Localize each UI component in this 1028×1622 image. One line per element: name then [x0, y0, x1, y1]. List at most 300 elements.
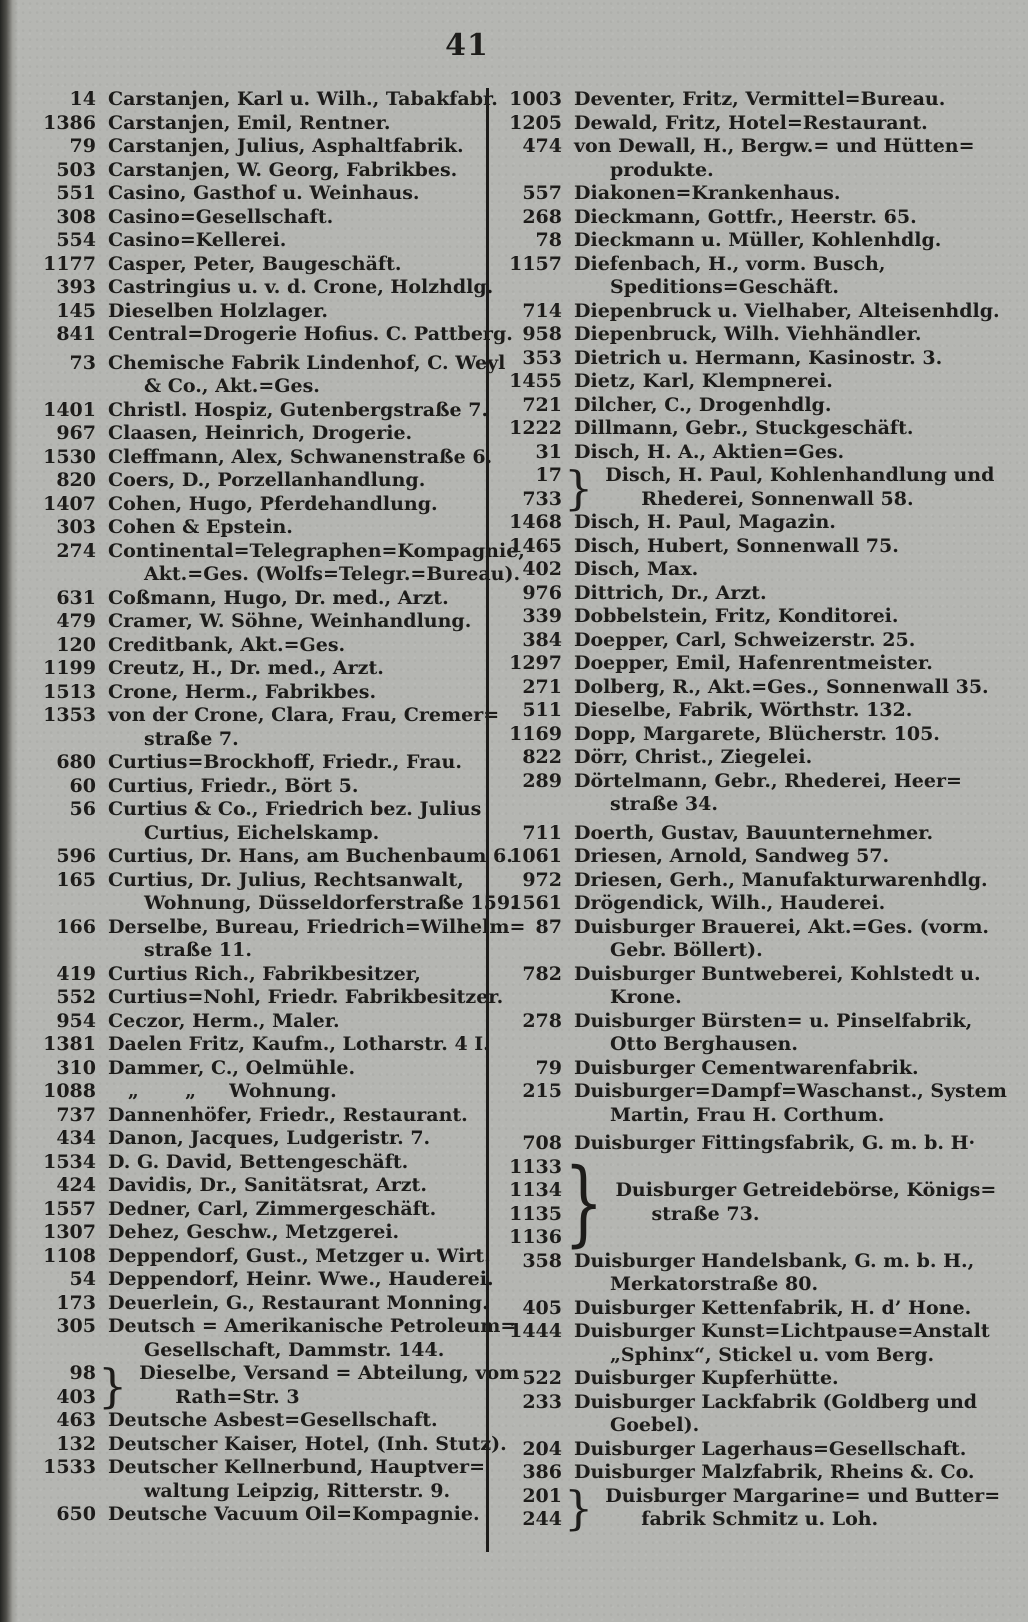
- entry-number: 403: [56, 1385, 96, 1408]
- entry-text: [96, 1221, 399, 1245]
- entry-number: 1135: [509, 1202, 562, 1225]
- entry-text: [96, 704, 499, 751]
- entry-number: 737: [56, 1103, 96, 1126]
- directory-entry: [498, 652, 1003, 676]
- directory-entry: [26, 610, 478, 634]
- entry-number: 120: [56, 633, 96, 656]
- directory-entry: [498, 88, 1003, 112]
- brace-mark: }: [564, 1481, 594, 1535]
- entry-text-line: Disch, H. Paul, Kohlenhandlung und: [605, 464, 995, 486]
- entry-text: [562, 441, 844, 465]
- entry-text-line: Disch, H. Paul, Magazin.: [574, 511, 836, 533]
- entry-text-continuation: Rath=Str. 3: [175, 1385, 300, 1408]
- entry-text: [96, 323, 513, 347]
- entry-number: 402: [522, 558, 562, 580]
- entry-text-line: Deutscher Kaiser, Hotel, (Inh. Stutz).: [108, 1432, 507, 1455]
- entry-text-line: Davidis, Dr., Sanitätsrat, Arzt.: [108, 1174, 427, 1196]
- page-gutter-shadow: [0, 0, 18, 1622]
- entry-text-continuation: Gebr. Böllert).: [610, 939, 763, 961]
- entry-numbers: [26, 1174, 96, 1198]
- entry-text: [96, 446, 492, 470]
- entry-number: 463: [56, 1409, 96, 1431]
- entry-number: 308: [56, 205, 96, 228]
- entry-text: [96, 634, 345, 658]
- entry-number: 339: [522, 605, 562, 627]
- entry-text-line: Dannenhöfer, Friedr., Restaurant.: [108, 1103, 468, 1126]
- directory-entry: [26, 493, 478, 517]
- entry-text: [96, 1268, 494, 1292]
- entry-number: 303: [56, 516, 96, 538]
- entry-text-continuation: Curtius, Eichelskamp.: [144, 821, 380, 844]
- entry-number: 419: [56, 962, 96, 985]
- entry-text-line: Coßmann, Hugo, Dr. med., Arzt.: [108, 586, 449, 609]
- entry-text-line: Dilcher, C., Drogenhdlg.: [574, 393, 832, 416]
- directory-entry: [498, 558, 1003, 582]
- entry-number: 78: [535, 229, 562, 251]
- entry-number: 305: [56, 1315, 96, 1337]
- entry-text-line: Duisburger Brauerei, Akt.=Ges. (vorm.: [574, 915, 990, 938]
- entry-text: [562, 558, 698, 582]
- entry-numbers: [498, 1320, 562, 1344]
- entry-numbers: [498, 845, 562, 869]
- directory-entry: [26, 868, 517, 916]
- entry-text-line: Curtius, Dr. Hans, am Buchenbaum 6.: [108, 845, 513, 867]
- entry-text-line: Deventer, Fritz, Vermittel=Bureau.: [574, 88, 946, 110]
- directory-entry: [26, 986, 504, 1010]
- directory-entry: [26, 1244, 491, 1269]
- entry-text-line: Duisburger Cementwarenfabrik.: [574, 1056, 919, 1079]
- entry-number: 358: [522, 1249, 562, 1272]
- directory-entry: [498, 347, 1003, 371]
- entry-text-line: Drögendick, Wilh., Hauderei.: [574, 892, 886, 914]
- entry-text: [562, 1391, 977, 1438]
- entry-number: 820: [56, 469, 96, 491]
- entry-number: 1136: [509, 1226, 562, 1248]
- directory-entry: [498, 417, 1003, 441]
- entry-text-line: Duisburger=Dampf=Waschanst., System: [574, 1080, 1007, 1102]
- directory-entry: [26, 1080, 478, 1104]
- directory-entry: [26, 1291, 489, 1316]
- entry-number: 434: [56, 1127, 96, 1149]
- entry-text: [562, 1367, 839, 1391]
- entry-number: 474: [522, 135, 562, 157]
- entry-numbers: [26, 1057, 96, 1081]
- entry-numbers: [498, 441, 562, 465]
- directory-entry: [498, 1057, 1003, 1081]
- entry-number: 708: [522, 1132, 562, 1154]
- entry-text-continuation: Krone.: [610, 986, 682, 1008]
- entry-text-continuation: straße 7.: [144, 727, 239, 750]
- directory-entry: [498, 1391, 1003, 1438]
- entry-numbers: [498, 88, 562, 112]
- entry-text: [562, 347, 942, 371]
- entry-text: [562, 511, 836, 535]
- entry-text: [562, 229, 941, 253]
- entry-text-line: Dietrich u. Hermann, Kasinostr. 3.: [574, 346, 943, 369]
- entry-text-line: Dopp, Margarete, Blücherstr. 105.: [574, 722, 940, 745]
- column-right: [498, 88, 1007, 1535]
- entry-text-line: Creutz, H., Dr. med., Arzt.: [108, 657, 384, 679]
- entry-number: 278: [522, 1009, 562, 1032]
- entry-text: [562, 676, 989, 700]
- entry-text: [96, 1174, 427, 1198]
- directory-entry: [26, 587, 478, 611]
- entry-text-line: Cramer, W. Söhne, Weinhandlung.: [108, 610, 472, 632]
- entry-number: 782: [522, 962, 562, 985]
- entry-text: [562, 1080, 1007, 1127]
- entry-number: 972: [522, 868, 562, 891]
- entry-text-line: Ceczor, Herm., Maler.: [108, 1009, 340, 1032]
- directory-entry: [26, 915, 526, 963]
- entry-text-line: Creditbank, Akt.=Ges.: [108, 633, 346, 656]
- directory-entry: [26, 1358, 520, 1413]
- entry-text: [562, 582, 767, 606]
- entry-number: 1134: [509, 1179, 562, 1201]
- directory-entry: [26, 516, 478, 540]
- directory-entry: [498, 1320, 1003, 1367]
- entry-text: [562, 770, 962, 817]
- entry-text: [96, 986, 503, 1010]
- entry-text-line: von der Crone, Clara, Frau, Cremer=: [108, 704, 500, 726]
- entry-numbers: [26, 253, 96, 277]
- entry-number: 393: [56, 276, 96, 298]
- directory-entry: [26, 112, 478, 136]
- entry-text: [593, 1485, 1000, 1532]
- directory-entry: [498, 253, 1003, 300]
- entry-number: 424: [56, 1174, 96, 1196]
- entry-numbers: [498, 869, 562, 893]
- directory-entry: [498, 916, 1003, 963]
- entry-text: [562, 1010, 972, 1057]
- entry-number: 1177: [43, 252, 96, 275]
- entry-text-line: Deutsche Asbest=Gesellschaft.: [108, 1409, 438, 1431]
- entry-text: [96, 963, 421, 987]
- entry-text: [562, 892, 885, 916]
- directory-entry: [498, 135, 1003, 182]
- entry-number: 1381: [43, 1033, 96, 1055]
- entry-numbers: [498, 347, 562, 371]
- entry-number: 554: [56, 229, 96, 251]
- entry-text-line: Deutsch = Amerikanische Petroleum=: [108, 1315, 517, 1337]
- entry-number: 1561: [509, 892, 562, 914]
- directory-entry: [26, 1221, 478, 1245]
- directory-entry: [498, 892, 1003, 916]
- entry-text: [96, 1198, 436, 1222]
- entry-text: [127, 1362, 519, 1409]
- entry-text-line: Disch, Hubert, Sonnenwall 75.: [574, 534, 899, 557]
- entry-text-line: Dillmann, Gebr., Stuckgeschäft.: [574, 417, 914, 439]
- entry-number: 479: [56, 610, 96, 632]
- directory-entry: [498, 1080, 1007, 1127]
- entry-text: [96, 422, 412, 446]
- entry-number: 14: [69, 88, 96, 110]
- directory-entry: [498, 723, 1003, 747]
- entry-text: [562, 370, 833, 394]
- entry-text: [96, 610, 471, 634]
- entry-text-line: Dörr, Christ., Ziegelei.: [574, 746, 813, 768]
- entry-number: 1061: [509, 845, 562, 867]
- entry-text: [562, 605, 899, 629]
- entry-number: 132: [56, 1432, 96, 1455]
- entry-numbers: [498, 652, 562, 676]
- entry-text-line: Dietz, Karl, Klempnerei.: [574, 370, 833, 392]
- entry-number: 215: [522, 1080, 562, 1102]
- entry-text: [562, 916, 989, 963]
- entry-numbers: [498, 323, 562, 347]
- entry-number: 56: [69, 798, 96, 820]
- directory-entry: [26, 1151, 478, 1175]
- entry-number: 173: [56, 1291, 96, 1314]
- entry-text: [562, 417, 914, 441]
- entry-numbers: [26, 986, 96, 1010]
- entry-text: [96, 1010, 340, 1034]
- entry-number: 98: [69, 1362, 96, 1384]
- entry-numbers: [26, 1456, 96, 1480]
- entry-numbers: [26, 276, 96, 300]
- entry-numbers: [498, 770, 562, 794]
- entry-text-line: Duisburger Bürsten= u. Pinselfabrik,: [574, 1009, 973, 1032]
- directory-entry: [26, 1174, 478, 1198]
- entry-number: 1557: [43, 1197, 96, 1220]
- entry-numbers: [498, 1057, 562, 1081]
- entry-text-line: Deuerlein, G., Restaurant Monning.: [108, 1291, 489, 1314]
- entry-text-line: „ „ Wohnung.: [108, 1080, 337, 1102]
- entry-text: [96, 869, 517, 916]
- entry-numbers: [498, 206, 562, 230]
- entry-text: [96, 206, 333, 230]
- entry-number: 841: [56, 323, 96, 345]
- entry-number: 405: [522, 1296, 562, 1319]
- directory-entry: [26, 1409, 478, 1433]
- entry-numbers: [498, 182, 562, 206]
- directory-entry: [498, 629, 1003, 653]
- entry-text-continuation: straße 11.: [144, 939, 252, 961]
- entry-number: 79: [69, 135, 96, 157]
- entry-numbers: [498, 1080, 562, 1104]
- entry-text: [96, 845, 513, 869]
- entry-text-continuation: Gesellschaft, Dammstr. 144.: [144, 1338, 445, 1361]
- entry-text: [562, 300, 1000, 324]
- entry-numbers: [26, 1080, 96, 1104]
- brace-mark: }: [564, 460, 594, 515]
- entry-numbers: [26, 798, 96, 822]
- entry-numbers: [498, 511, 562, 535]
- entry-number: 1455: [509, 370, 562, 392]
- entry-numbers: [26, 916, 96, 940]
- entry-text-line: Dörtelmann, Gebr., Rhederei, Heer=: [574, 769, 962, 792]
- entry-text-continuation: Speditions=Geschäft.: [610, 276, 839, 298]
- entry-number: 522: [522, 1367, 562, 1389]
- entry-text-line: Diepenbruck u. Vielhaber, Alteisenhdlg.: [574, 299, 1000, 322]
- entry-text: [96, 681, 376, 705]
- entry-numbers: [26, 704, 96, 728]
- entry-text-line: Coers, D., Porzellanhandlung.: [108, 469, 426, 491]
- entry-text: [96, 1033, 490, 1057]
- entry-text-continuation: straße 73.: [651, 1202, 760, 1225]
- directory-entry: [26, 539, 525, 587]
- entry-text: [96, 587, 449, 611]
- entry-numbers: [26, 182, 96, 206]
- entry-text-line: Curtius, Friedr., Bört 5.: [108, 774, 359, 797]
- entry-number: 1307: [43, 1221, 96, 1243]
- entry-text-line: Curtius Rich., Fabrikbesitzer,: [108, 962, 421, 985]
- directory-entry: [26, 300, 478, 324]
- directory-entry: [26, 845, 513, 869]
- entry-text-line: Dieselbe, Versand = Abteilung, vom: [139, 1362, 520, 1384]
- entry-numbers: [26, 1268, 96, 1292]
- entry-numbers: [498, 1461, 562, 1485]
- entry-numbers: [498, 1485, 562, 1532]
- entry-text-line: Duisburger Kunst=Lichtpause=Anstalt: [574, 1320, 990, 1342]
- entry-text-line: Dittrich, Dr., Arzt.: [574, 581, 767, 604]
- entry-text-continuation: produkte.: [610, 158, 714, 181]
- entry-text: [562, 394, 831, 418]
- directory-entry: [498, 535, 1003, 559]
- entry-numbers: [498, 1391, 562, 1415]
- entry-text-continuation: Martin, Frau H. Corthum.: [610, 1103, 885, 1126]
- entry-numbers: [498, 1156, 562, 1250]
- directory-entry: [26, 206, 478, 230]
- entry-text: [96, 399, 488, 423]
- entry-text-continuation: & Co., Akt.=Ges.: [144, 375, 320, 397]
- entry-text-line: Deutsche Vacuum Oil=Kompagnie.: [108, 1503, 480, 1525]
- entry-numbers: [26, 206, 96, 230]
- directory-entry: [26, 1127, 478, 1151]
- entry-text-line: Diakonen=Krankenhaus.: [574, 182, 841, 204]
- entry-numbers: [26, 681, 96, 705]
- brace-mark: }: [564, 1147, 604, 1257]
- entry-text-continuation: „Sphinx“, Stickel u. vom Berg.: [610, 1343, 935, 1366]
- directory-entry: [498, 676, 1003, 700]
- entry-text: [562, 323, 921, 347]
- entry-text-line: Doepper, Carl, Schweizerstr. 25.: [574, 628, 916, 651]
- directory-entry: [498, 182, 1003, 206]
- entry-text-continuation: Akt.=Ges. (Wolfs=Telegr.=Bureau).: [144, 563, 521, 585]
- entry-text-line: Carstanjen, Julius, Asphaltfabrik.: [108, 135, 464, 157]
- entry-text-line: Diepenbruck, Wilh. Viehhändler.: [574, 323, 922, 345]
- entry-number: 503: [56, 158, 96, 181]
- entry-number: 511: [522, 699, 562, 721]
- entry-text: [562, 1057, 919, 1081]
- entry-numbers: [498, 135, 562, 159]
- entry-text: [96, 1409, 438, 1433]
- entry-number: 1353: [43, 704, 96, 726]
- entry-text-continuation: Rhederei, Sonnenwall 58.: [641, 487, 914, 510]
- entry-text-line: Disch, H. A., Aktien=Ges.: [574, 440, 845, 463]
- entry-text-line: Dolberg, R., Akt.=Ges., Sonnenwall 35.: [574, 675, 989, 698]
- entry-number: 166: [56, 915, 96, 938]
- directory-entry: [498, 229, 1003, 253]
- entry-number: 1468: [509, 511, 562, 533]
- entry-number: 31: [535, 440, 562, 463]
- entry-text-line: Daelen Fritz, Kaufm., Lotharstr. 4 I.: [108, 1033, 490, 1055]
- directory-entry: [498, 300, 1003, 324]
- entry-text: [96, 469, 425, 493]
- entry-numbers: [498, 699, 562, 723]
- entry-numbers: [26, 323, 96, 347]
- entry-text-line: Danon, Jacques, Ludgeristr. 7.: [108, 1127, 431, 1149]
- entry-number: 353: [522, 346, 562, 369]
- entry-text: [562, 845, 889, 869]
- entry-number: 145: [56, 299, 96, 322]
- entry-text: [96, 229, 286, 253]
- directory-entry: [498, 1481, 1003, 1535]
- entry-numbers: [26, 229, 96, 253]
- entry-text-line: Duisburger Lackfabrik (Goldberg und: [574, 1390, 978, 1413]
- directory-entry: [498, 869, 1003, 893]
- entry-text: [96, 135, 464, 159]
- entry-text: [603, 1179, 996, 1226]
- entry-number: 73: [69, 351, 96, 374]
- entry-number: 1157: [509, 252, 562, 275]
- entry-numbers: [26, 1198, 96, 1222]
- entry-number: 17: [535, 464, 562, 486]
- entry-text: [96, 276, 493, 300]
- entry-text-continuation: waltung Leipzig, Ritterstr. 9.: [144, 1479, 451, 1502]
- entry-number: 551: [56, 182, 96, 204]
- entry-text: [562, 88, 945, 112]
- entry-text-line: Duisburger Malzfabrik, Rheins &. Co.: [574, 1461, 975, 1483]
- entry-numbers: [26, 1433, 96, 1457]
- directory-entry: [26, 1268, 494, 1292]
- directory-entry: [498, 1010, 1003, 1057]
- entry-text-continuation: Goebel).: [610, 1414, 700, 1436]
- entry-numbers: [26, 135, 96, 159]
- entry-text: [96, 300, 328, 324]
- entry-text-line: Deppendorf, Gust., Metzger u. Wirt.: [108, 1244, 491, 1267]
- directory-entry: [26, 1456, 486, 1503]
- directory-entry: [26, 88, 498, 112]
- entry-numbers: [498, 629, 562, 653]
- entry-text: [562, 1438, 966, 1462]
- entry-text-line: Dieckmann u. Müller, Kohlenhdlg.: [574, 229, 942, 251]
- entry-text-line: Casino, Gasthof u. Weinhaus.: [108, 182, 420, 204]
- entry-text: [562, 629, 915, 653]
- entry-text-line: Curtius & Co., Friedrich bez. Julius: [108, 798, 482, 820]
- entry-text: [562, 1132, 975, 1156]
- entry-text: [562, 869, 988, 893]
- entry-numbers: [26, 775, 96, 799]
- directory-entry: [498, 582, 1003, 606]
- entry-text-line: Crone, Herm., Fabrikbes.: [108, 680, 377, 703]
- directory-entry: [498, 394, 1003, 418]
- entry-numbers: [26, 1010, 96, 1034]
- entry-number: 557: [522, 182, 562, 204]
- entry-text: [562, 652, 933, 676]
- entry-text: [96, 1292, 489, 1316]
- entry-number: 1386: [43, 111, 96, 134]
- entry-text-line: Dehez, Geschw., Metzgerei.: [108, 1221, 400, 1243]
- directory-entry: [26, 398, 489, 423]
- entry-number: 204: [522, 1437, 562, 1460]
- entry-text: [562, 135, 975, 182]
- entry-number: 1133: [509, 1155, 562, 1178]
- entry-number: 165: [56, 868, 96, 891]
- entry-numbers: [498, 558, 562, 582]
- directory-entry: [26, 1198, 478, 1222]
- entry-number: 1465: [509, 534, 562, 557]
- entry-numbers: [26, 1362, 96, 1409]
- entry-numbers: [498, 892, 562, 916]
- entry-text-line: Dobbelstein, Fritz, Konditorei.: [574, 605, 899, 627]
- entry-text: [562, 1297, 971, 1321]
- entry-number: 201: [522, 1484, 562, 1507]
- entry-number: 1003: [509, 88, 562, 110]
- entry-text: [96, 1151, 408, 1175]
- entry-text-line: von Dewall, H., Bergw.= und Hütten=: [574, 135, 975, 157]
- directory-entry: [26, 681, 478, 705]
- entry-text-line: Duisburger Buntweberei, Kohlstedt u.: [574, 962, 981, 985]
